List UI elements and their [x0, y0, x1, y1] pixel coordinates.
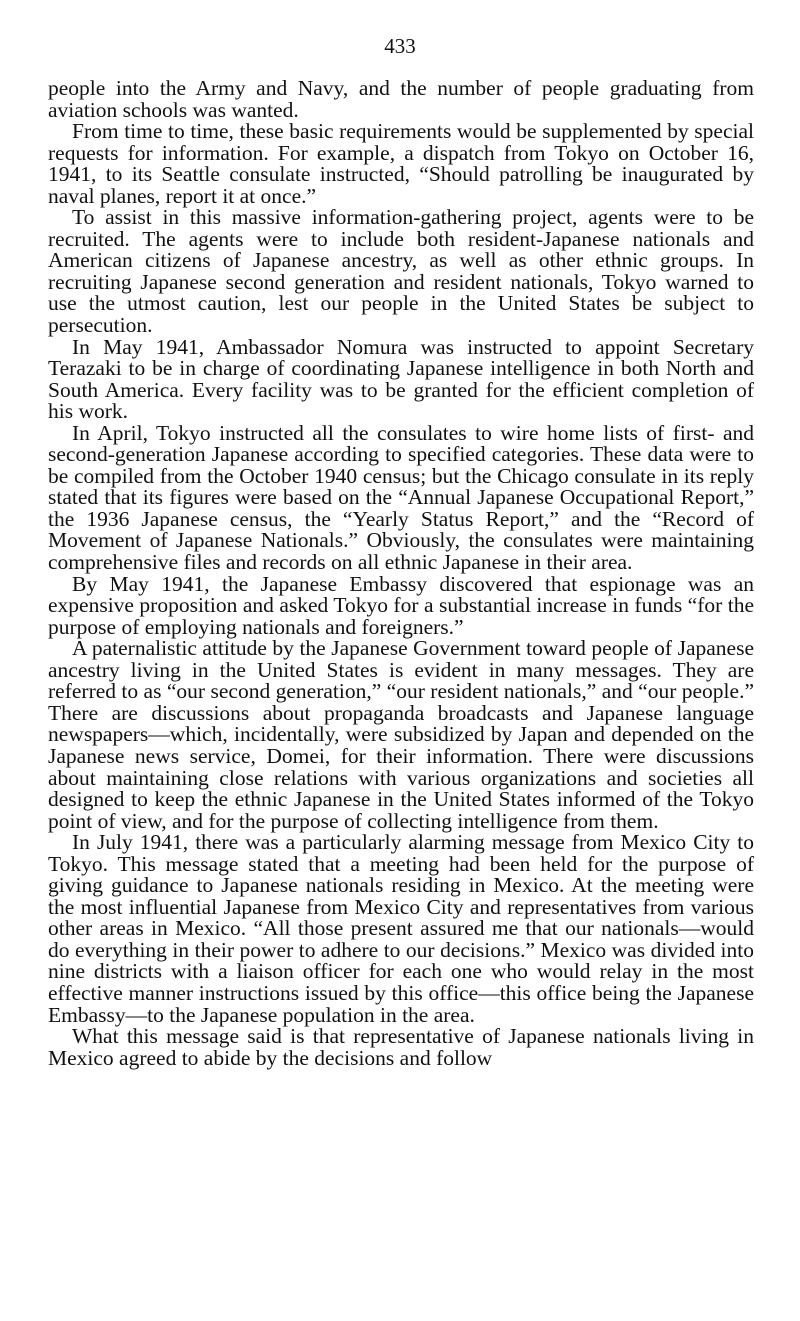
body-text [48, 78, 754, 1069]
paragraph: A paternalistic attitude by the Japanese Government toward people of Japanese ancestry living in the United States is evident in many messages. They are referred to as “our second generation,” “our resident nationals,” and “our people.” There are discussions about propaganda broadcasts and Japanese language newspapers—which, incidentally, were subsidized by Japan and depended on the Japanese news service, Domei, for their information. There were discussions about maintaining close relations with various organizations and societies all designed to keep the ethnic Japanese in the United States informed of the Tokyo point of view, and for the purpose of collecting intelligence from them. [48, 636, 754, 833]
page-number: 433 [384, 34, 416, 58]
paragraph: In April, Tokyo instructed all the consulates to wire home lists of first- and second-generation Japanese according to specified categories. These data were to be compiled from the October 1940 census; but the Chicago consulate in its reply stated that its figures were based on the “Annual Japanese Occupational Report,” the 1936 Japanese census, the “Yearly Status Report,” and the “Record of Movement of Japanese Nationals.” Obviously, the consulates were maintaining comprehensive files and records on all ethnic Japanese in their area. [48, 420, 754, 575]
paragraph: To assist in this massive information-gathering project, agents were to be recruited. The agents were to include both resident-Japanese nationals and American citizens of Japanese ancestry, as well as other ethnic groups. In recruiting Japanese second generation and resident nationals, Tokyo warned to use the utmost caution, lest our people in the United States be subject to persecution. [48, 205, 754, 338]
paragraph: From time to time, these basic requirements would be supplemented by special requests for information. For example, a dispatch from Tokyo on October 16, 1941, to its Seattle consulate instructed, “Should patrolling be inaugurated by naval planes, report it at once.” [48, 119, 754, 208]
paragraph: By May 1941, the Japanese Embassy discovered that espionage was an expensive proposition and asked Tokyo for a substantial increase in funds “for the purpose of employing nationals and foreigners.” [48, 571, 754, 639]
paragraph-continued: people into the Army and Navy, and the number of people graduating from aviation schools was wanted. [48, 76, 754, 122]
paragraph: What this message said is that representative of Japanese nationals living in Mexico agreed to abide by the decisions and follow [48, 1024, 754, 1070]
paragraph: In May 1941, Ambassador Nomura was instructed to appoint Secretary Terazaki to be in charge of coordinating Japanese intelligence in both North and South America. Every facility was to be granted for the efficient completion of his work. [48, 334, 754, 424]
paragraph: In July 1941, there was a particularly alarming message from Mexico City to Tokyo. This message stated that a meeting had been held for the purpose of giving guidance to Japanese nationals residing in Mexico. At the meeting were the most influential Japanese from Mexico City and representatives from various other areas in Mexico. “All those present assured me that our nationals—would do everything in their power to adhere to our decisions.” Mexico was divided into nine districts with a liaison officer for each one who would relay in the most effective manner instructions issued by this office—this office being the Japanese Embassy—to the Japanese population in the area. [48, 830, 754, 1027]
